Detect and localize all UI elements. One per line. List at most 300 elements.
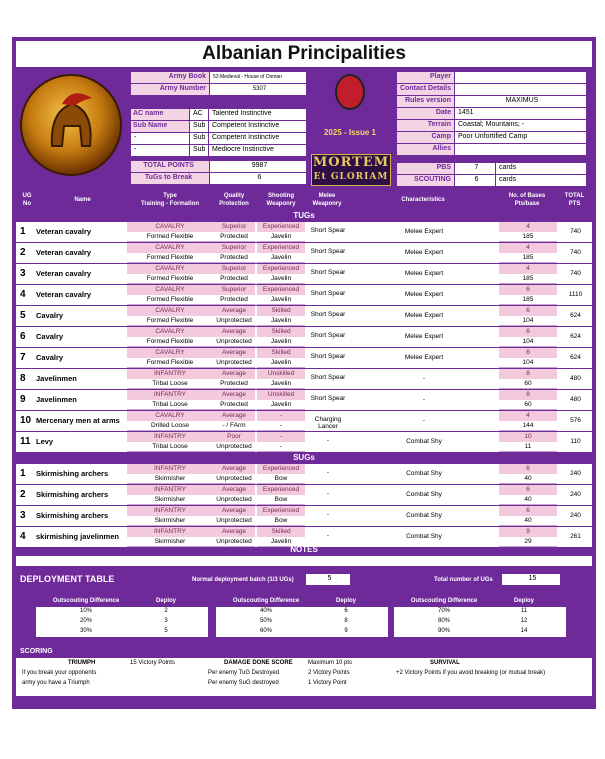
unit-name: Cavalry bbox=[36, 353, 64, 362]
unit-melee: Short Spear bbox=[310, 248, 346, 255]
unit-bases: 9 bbox=[499, 527, 557, 537]
date-label: Date bbox=[397, 108, 454, 119]
unit-total-pts: 110 bbox=[570, 438, 581, 445]
unit-shooting: Skilled bbox=[257, 327, 305, 337]
unit-characteristics: Melee Expert bbox=[404, 333, 444, 340]
unit-row bbox=[16, 464, 592, 484]
unit-bases: 6 bbox=[499, 464, 557, 474]
unit-melee: - bbox=[326, 511, 330, 518]
unit-row bbox=[16, 327, 592, 347]
unit-type: CAVALRY bbox=[127, 348, 213, 358]
deployment-title: DEPLOYMENT TABLE bbox=[20, 574, 115, 584]
scoring-box bbox=[16, 658, 592, 696]
unit-formation: Tribal Loose bbox=[127, 400, 213, 410]
unit-name: Javelinmen bbox=[36, 395, 77, 404]
unit-bases: 8 bbox=[499, 369, 557, 379]
unit-type: INFANTRY bbox=[127, 369, 213, 379]
contact-value[interactable] bbox=[455, 84, 586, 95]
unit-characteristics: - bbox=[422, 417, 426, 424]
unit-type: INFANTRY bbox=[127, 485, 213, 495]
sub-name-2: - bbox=[131, 133, 189, 144]
unit-name: Levy bbox=[36, 437, 54, 446]
brand-logo bbox=[311, 154, 391, 186]
unit-protection: Unprotected bbox=[213, 358, 255, 368]
col-characteristics: Characteristics bbox=[401, 197, 445, 203]
unit-protection: - / FArm bbox=[213, 421, 255, 431]
unit-number: 9 bbox=[20, 394, 26, 405]
unit-weaponry: Javelin bbox=[257, 274, 305, 284]
deploy-box bbox=[394, 607, 566, 637]
unit-total-pts: 624 bbox=[570, 312, 581, 319]
unit-quality: Average bbox=[213, 348, 255, 358]
unit-total-pts: 1110 bbox=[568, 291, 583, 298]
unit-pts-per-base: 60 bbox=[499, 400, 557, 410]
damage-label: DAMAGE DONE SCORE bbox=[224, 660, 293, 666]
sub-value-1: Competent Instinctive bbox=[209, 121, 306, 132]
total-ugs-label: Total number of UGs bbox=[434, 577, 493, 583]
unit-pts-per-base: 40 bbox=[499, 474, 557, 484]
unit-row bbox=[16, 390, 592, 410]
outscouting-value: 70% bbox=[437, 608, 450, 614]
camp-label: Camp bbox=[397, 132, 454, 143]
outscouting-value: 20% bbox=[79, 618, 92, 624]
unit-number: 1 bbox=[20, 468, 26, 479]
notes-section-title: NOTES bbox=[290, 545, 318, 554]
unit-name: Javelinmen bbox=[36, 374, 77, 383]
unit-row bbox=[16, 285, 592, 305]
scoring-title: SCORING bbox=[20, 648, 53, 655]
unit-total-pts: 624 bbox=[570, 333, 581, 340]
unit-pts-per-base: 185 bbox=[499, 295, 557, 305]
date-value: 1451 bbox=[455, 108, 586, 119]
unit-type: INFANTRY bbox=[127, 506, 213, 516]
unit-weaponry: Javelin bbox=[257, 337, 305, 347]
unit-total-pts: 261 bbox=[570, 533, 581, 540]
unit-total-pts: 624 bbox=[570, 354, 581, 361]
unit-row bbox=[16, 527, 592, 547]
unit-quality: Average bbox=[213, 411, 255, 421]
unit-protection: Unprotected bbox=[213, 537, 255, 547]
outscouting-value: 60% bbox=[259, 628, 272, 634]
pbs-label: PBS bbox=[397, 163, 454, 174]
unit-melee: Short Spear bbox=[310, 395, 346, 402]
unit-pts-per-base: 144 bbox=[499, 421, 557, 431]
ac-value: Talented Instinctive bbox=[209, 109, 306, 120]
unit-bases: 4 bbox=[499, 264, 557, 274]
unit-row bbox=[16, 506, 592, 526]
unit-protection: Unprotected bbox=[213, 337, 255, 347]
unit-type: INFANTRY bbox=[127, 527, 213, 537]
unit-weaponry: Javelin bbox=[257, 316, 305, 326]
unit-protection: Protected bbox=[213, 253, 255, 263]
rules-value: MAXIMUS bbox=[455, 96, 586, 107]
unit-bases: 6 bbox=[499, 485, 557, 495]
unit-formation: Skirmisher bbox=[127, 474, 213, 484]
col-ug: UG No bbox=[22, 193, 32, 207]
unit-total-pts: 740 bbox=[570, 249, 581, 256]
unit-shooting: - bbox=[257, 411, 305, 421]
scouting-unit: cards bbox=[496, 175, 586, 186]
unit-total-pts: 240 bbox=[570, 491, 581, 498]
unit-formation: Skirmisher bbox=[127, 516, 213, 526]
unit-melee: Charging Lancer bbox=[314, 416, 342, 430]
unit-protection: Unprotected bbox=[213, 316, 255, 326]
unit-type: CAVALRY bbox=[127, 411, 213, 421]
unit-row bbox=[16, 432, 592, 452]
tugs-section-title: TUGs bbox=[293, 211, 315, 220]
unit-total-pts: 740 bbox=[570, 270, 581, 277]
unit-shooting: Experienced bbox=[257, 243, 305, 253]
survival-label: SURVIVAL bbox=[430, 660, 460, 666]
unit-weaponry: Javelin bbox=[257, 358, 305, 368]
unit-characteristics: Combat Shy bbox=[406, 512, 442, 519]
unit-name: Veteran cavalry bbox=[36, 269, 92, 278]
helmet-logo bbox=[20, 74, 122, 176]
col-bases: No. of Bases Pts/base bbox=[508, 193, 546, 207]
unit-protection: Protected bbox=[213, 232, 255, 242]
unit-number: 2 bbox=[20, 247, 26, 258]
deploy-value: 8 bbox=[344, 618, 348, 624]
page-title: Albanian Principalities bbox=[16, 41, 592, 67]
unit-formation: Tribal Loose bbox=[127, 442, 213, 452]
unit-type: CAVALRY bbox=[127, 222, 213, 232]
unit-number: 7 bbox=[20, 352, 26, 363]
allies-value bbox=[455, 144, 586, 155]
unit-type: CAVALRY bbox=[127, 264, 213, 274]
unit-shooting: Experienced bbox=[257, 285, 305, 295]
damage-line-1: Per enemy TuG Destroyed bbox=[208, 670, 280, 676]
unit-melee: - bbox=[326, 437, 330, 444]
deploy-value: 2 bbox=[164, 608, 168, 614]
outscouting-value: 40% bbox=[259, 608, 272, 614]
unit-bases: 4 bbox=[499, 411, 557, 421]
dragon-emblem-icon bbox=[335, 74, 365, 110]
unit-formation: Skirmisher bbox=[127, 537, 213, 547]
unit-total-pts: 240 bbox=[570, 470, 581, 477]
unit-number: 4 bbox=[20, 289, 26, 300]
unit-number: 5 bbox=[20, 310, 26, 321]
total-points-value: 9987 bbox=[210, 161, 306, 172]
rules-label: Rules version bbox=[397, 96, 454, 107]
unit-weaponry: - bbox=[257, 442, 305, 452]
brand-line-2: Et GLORIAM bbox=[313, 172, 389, 182]
unit-quality: Superior bbox=[213, 285, 255, 295]
unit-bases: 6 bbox=[499, 348, 557, 358]
unit-melee: - bbox=[326, 532, 330, 539]
unit-number: 8 bbox=[20, 373, 26, 384]
unit-weaponry: Bow bbox=[257, 474, 305, 484]
col-type: Type Training - Formation bbox=[141, 193, 199, 207]
unit-number: 1 bbox=[20, 226, 26, 237]
issue-label: 2025 - Issue 1 bbox=[323, 128, 377, 137]
unit-quality: Average bbox=[213, 464, 255, 474]
unit-weaponry: Javelin bbox=[257, 253, 305, 263]
sub-tag-2: Sub bbox=[190, 133, 208, 144]
unit-type: CAVALRY bbox=[127, 285, 213, 295]
unit-protection: Protected bbox=[213, 379, 255, 389]
unit-bases: 6 bbox=[499, 327, 557, 337]
unit-characteristics: Melee Expert bbox=[404, 291, 444, 298]
unit-pts-per-base: 104 bbox=[499, 337, 557, 347]
outscouting-value: 30% bbox=[79, 628, 92, 634]
unit-pts-per-base: 185 bbox=[499, 253, 557, 263]
unit-quality: Average bbox=[213, 527, 255, 537]
col-name: Name bbox=[74, 197, 91, 203]
triumph-line-1: If you break your opponents bbox=[22, 670, 97, 676]
unit-quality: Average bbox=[213, 506, 255, 516]
unit-row bbox=[16, 243, 592, 263]
unit-protection: Unprotected bbox=[213, 474, 255, 484]
unit-shooting: Experienced bbox=[257, 506, 305, 516]
unit-formation: Formed Flexible bbox=[127, 337, 213, 347]
unit-formation: Skirmisher bbox=[127, 495, 213, 505]
unit-characteristics: Melee Expert bbox=[404, 354, 444, 361]
damage-max: Maximum 10 pts bbox=[308, 660, 353, 666]
unit-melee: - bbox=[326, 469, 330, 476]
unit-row bbox=[16, 222, 592, 242]
unit-melee: Short Spear bbox=[310, 227, 346, 234]
unit-melee: Short Spear bbox=[310, 311, 346, 318]
unit-bases: 6 bbox=[499, 306, 557, 316]
unit-type: INFANTRY bbox=[127, 390, 213, 400]
unit-shooting: - bbox=[257, 432, 305, 442]
pbs-unit: cards bbox=[496, 163, 586, 174]
deploy-value: 14 bbox=[520, 628, 528, 634]
outscouting-header: Outscouting Difference bbox=[52, 598, 120, 604]
unit-shooting: Experienced bbox=[257, 264, 305, 274]
unit-pts-per-base: 40 bbox=[499, 495, 557, 505]
col-shooting: Shooting Weaponry bbox=[266, 193, 296, 207]
unit-melee: Short Spear bbox=[310, 332, 346, 339]
col-total: TOTAL PTS bbox=[564, 193, 585, 207]
sub-tag-3: Sub bbox=[190, 145, 208, 156]
deploy-value: 6 bbox=[344, 608, 348, 614]
deploy-value: 9 bbox=[344, 628, 348, 634]
unit-name: Veteran cavalry bbox=[36, 227, 92, 236]
unit-melee: Short Spear bbox=[310, 290, 346, 297]
unit-quality: Average bbox=[213, 485, 255, 495]
unit-melee: Short Spear bbox=[310, 269, 346, 276]
unit-pts-per-base: 29 bbox=[499, 537, 557, 547]
unit-shooting: Unskilled bbox=[257, 390, 305, 400]
unit-name: Veteran cavalry bbox=[36, 248, 92, 257]
unit-bases: 6 bbox=[499, 285, 557, 295]
unit-type: INFANTRY bbox=[127, 464, 213, 474]
unit-name: Cavalry bbox=[36, 332, 64, 341]
unit-weaponry: Javelin bbox=[257, 232, 305, 242]
unit-characteristics: Combat Shy bbox=[406, 438, 442, 445]
unit-number: 10 bbox=[20, 415, 32, 426]
outscouting-header: Outscouting Difference bbox=[410, 598, 478, 604]
unit-number: 3 bbox=[20, 510, 26, 521]
outscouting-value: 50% bbox=[259, 618, 272, 624]
outscouting-value: 90% bbox=[437, 628, 450, 634]
unit-formation: Formed Flexible bbox=[127, 295, 213, 305]
unit-row bbox=[16, 306, 592, 326]
scouting-label: SCOUTING bbox=[397, 175, 454, 186]
deploy-value: 11 bbox=[520, 608, 528, 614]
unit-pts-per-base: 40 bbox=[499, 516, 557, 526]
unit-protection: Unprotected bbox=[213, 516, 255, 526]
tugs-break-value: 6 bbox=[210, 173, 306, 184]
unit-pts-per-base: 104 bbox=[499, 316, 557, 326]
deploy-value: 3 bbox=[164, 618, 168, 624]
survival-line: +2 Victory Points if you avoid breaking (or mutual break) bbox=[396, 670, 546, 676]
total-ugs-value: 15 bbox=[502, 574, 560, 585]
pbs-value: 7 bbox=[455, 163, 495, 174]
sub-name-label: Sub Name bbox=[131, 121, 189, 132]
unit-formation: Drilled Loose bbox=[127, 421, 213, 431]
unit-total-pts: 240 bbox=[570, 512, 581, 519]
unit-quality: Average bbox=[213, 390, 255, 400]
unit-quality: Average bbox=[213, 327, 255, 337]
army-number-value: 5307 bbox=[210, 84, 306, 95]
unit-type: INFANTRY bbox=[127, 432, 213, 442]
unit-total-pts: 576 bbox=[570, 417, 581, 424]
sub-value-3: Mediocre Instinctive bbox=[209, 145, 306, 156]
unit-pts-per-base: 185 bbox=[499, 274, 557, 284]
unit-row bbox=[16, 348, 592, 368]
unit-number: 6 bbox=[20, 331, 26, 342]
unit-weaponry: - bbox=[257, 421, 305, 431]
terrain-label: Terrain bbox=[397, 120, 454, 131]
unit-formation: Formed Flexible bbox=[127, 358, 213, 368]
tugs-break-label: TuGs to Break bbox=[131, 173, 209, 184]
contact-label: Contact Details bbox=[397, 84, 454, 95]
unit-melee: Short Spear bbox=[310, 353, 346, 360]
unit-characteristics: Combat Shy bbox=[406, 470, 442, 477]
unit-melee: - bbox=[326, 490, 330, 497]
brand-line-1: MORTEM bbox=[312, 155, 390, 170]
unit-shooting: Skilled bbox=[257, 306, 305, 316]
sub-name-3: - bbox=[131, 145, 189, 156]
unit-formation: Formed Flexible bbox=[127, 274, 213, 284]
sub-tag-1: Sub bbox=[190, 121, 208, 132]
triumph-points: 15 Victory Points bbox=[130, 660, 175, 666]
deploy-header: Deploy bbox=[155, 598, 176, 604]
unit-total-pts: 480 bbox=[570, 396, 581, 403]
unit-formation: Formed Flexible bbox=[127, 232, 213, 242]
unit-row bbox=[16, 369, 592, 389]
outscouting-value: 10% bbox=[79, 608, 92, 614]
notes-box[interactable] bbox=[16, 556, 592, 566]
unit-weaponry: Bow bbox=[257, 516, 305, 526]
unit-quality: Poor bbox=[213, 432, 255, 442]
unit-shooting: Experienced bbox=[257, 464, 305, 474]
unit-characteristics: Melee Expert bbox=[404, 270, 444, 277]
unit-row bbox=[16, 485, 592, 505]
army-book-value: 53:Medieval - House of Osman bbox=[210, 72, 306, 83]
unit-characteristics: Melee Expert bbox=[404, 312, 444, 319]
outscouting-header: Outscouting Difference bbox=[232, 598, 300, 604]
unit-weaponry: Bow bbox=[257, 495, 305, 505]
unit-quality: Superior bbox=[213, 243, 255, 253]
unit-protection: Unprotected bbox=[213, 495, 255, 505]
triumph-label: TRIUMPH bbox=[68, 660, 96, 666]
unit-protection: Protected bbox=[213, 274, 255, 284]
unit-row bbox=[16, 264, 592, 284]
sugs-section-title: SUGs bbox=[293, 453, 315, 462]
unit-name: Cavalry bbox=[36, 311, 64, 320]
unit-protection: Protected bbox=[213, 295, 255, 305]
unit-characteristics: Melee Expert bbox=[404, 228, 444, 235]
unit-shooting: Skilled bbox=[257, 527, 305, 537]
damage-line-2-value: 1 Victory Point bbox=[308, 680, 347, 686]
unit-number: 4 bbox=[20, 531, 26, 542]
damage-line-1-value: 2 Victory Points bbox=[308, 670, 350, 676]
unit-number: 11 bbox=[20, 436, 31, 447]
army-number-label: Army Number bbox=[131, 84, 209, 95]
unit-characteristics: Combat Shy bbox=[406, 491, 442, 498]
terrain-value: Coastal; Mountains; - bbox=[455, 120, 586, 131]
unit-weaponry: Javelin bbox=[257, 295, 305, 305]
sub-value-2: Competent Instinctive bbox=[209, 133, 306, 144]
unit-characteristics: - bbox=[422, 375, 426, 382]
unit-pts-per-base: 60 bbox=[499, 379, 557, 389]
unit-formation: Tribal Loose bbox=[127, 379, 213, 389]
ac-name-label: AC name bbox=[131, 109, 189, 120]
damage-line-2: Per enemy SuG destroyed bbox=[208, 680, 279, 686]
unit-characteristics: Melee Expert bbox=[404, 249, 444, 256]
unit-characteristics: Combat Shy bbox=[406, 533, 442, 540]
unit-name: skirmishing javelinmen bbox=[36, 532, 119, 541]
allies-label: Allies bbox=[397, 144, 454, 155]
scouting-value: 6 bbox=[455, 175, 495, 186]
unit-type: CAVALRY bbox=[127, 306, 213, 316]
unit-name: Mercenary men at arms bbox=[36, 416, 120, 425]
unit-name: Veteran cavalry bbox=[36, 290, 92, 299]
unit-formation: Formed Flexible bbox=[127, 316, 213, 326]
deploy-box bbox=[216, 607, 388, 637]
unit-shooting: Skilled bbox=[257, 348, 305, 358]
unit-shooting: Unskilled bbox=[257, 369, 305, 379]
unit-melee: Short Spear bbox=[310, 374, 346, 381]
unit-quality: Superior bbox=[213, 222, 255, 232]
unit-bases: 10 bbox=[499, 432, 557, 442]
unit-quality: Average bbox=[213, 306, 255, 316]
col-quality: Quality Protection bbox=[219, 193, 249, 207]
deploy-header: Deploy bbox=[513, 598, 534, 604]
unit-type: CAVALRY bbox=[127, 327, 213, 337]
camp-value: Poor Unfortified Camp bbox=[455, 132, 586, 143]
unit-bases: 4 bbox=[499, 243, 557, 253]
unit-formation: Formed Flexible bbox=[127, 253, 213, 263]
unit-shooting: Experienced bbox=[257, 485, 305, 495]
deploy-header: Deploy bbox=[335, 598, 356, 604]
unit-total-pts: 740 bbox=[570, 228, 581, 235]
player-value[interactable] bbox=[455, 72, 586, 83]
unit-protection: Unprotected bbox=[213, 442, 255, 452]
unit-quality: Superior bbox=[213, 264, 255, 274]
deploy-box bbox=[36, 607, 208, 637]
helmet-icon bbox=[22, 76, 120, 174]
unit-quality: Average bbox=[213, 369, 255, 379]
deploy-value: 12 bbox=[520, 618, 528, 624]
total-points-label: TOTAL POINTS bbox=[131, 161, 209, 172]
unit-bases: 4 bbox=[499, 222, 557, 232]
player-label: Player bbox=[397, 72, 454, 83]
unit-number: 3 bbox=[20, 268, 26, 279]
army-book-label: Army Book bbox=[131, 72, 209, 83]
batch-value: 5 bbox=[306, 574, 350, 585]
deploy-value: 5 bbox=[164, 628, 168, 634]
col-melee: Melee Weaponry bbox=[312, 193, 342, 207]
unit-protection: Protected bbox=[213, 400, 255, 410]
unit-name: Skirmishing archers bbox=[36, 490, 109, 499]
unit-bases: 6 bbox=[499, 506, 557, 516]
outscouting-value: 80% bbox=[437, 618, 450, 624]
unit-number: 2 bbox=[20, 489, 26, 500]
